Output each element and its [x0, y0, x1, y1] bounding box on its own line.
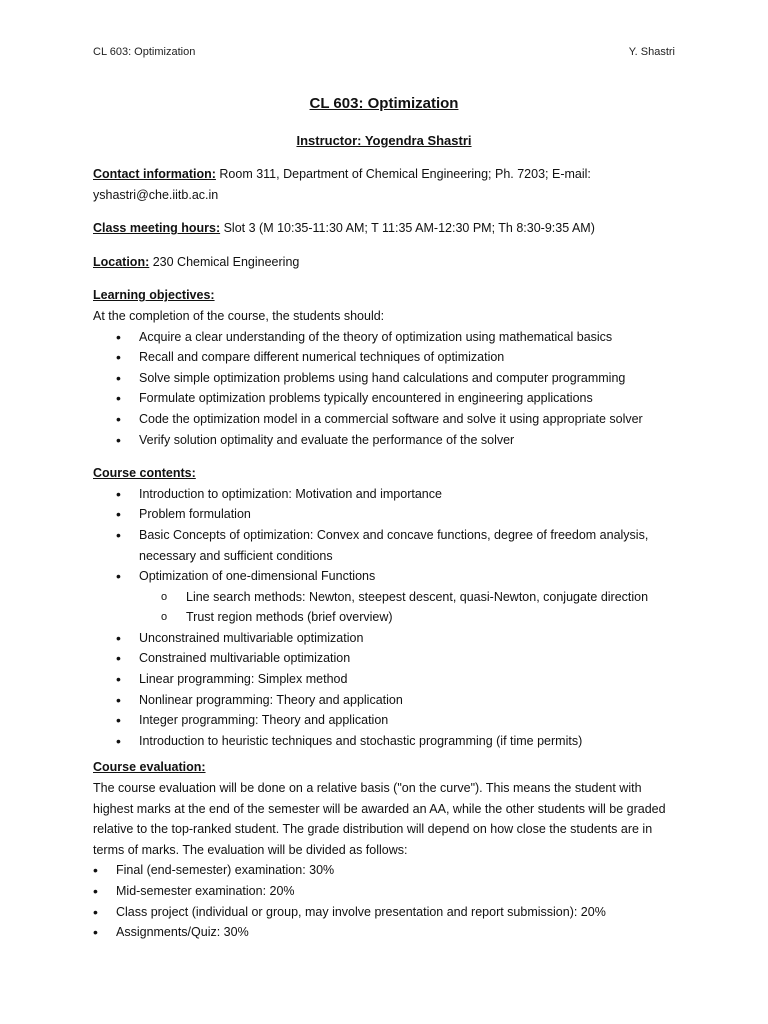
list-item: • Introduction to heuristic techniques and stochastic programming (if time permits) [93, 731, 683, 752]
contact-info [93, 164, 683, 205]
meeting-value: Slot 3 (M 10:35-11:30 AM; T 11:35 AM-12:30 PM; Th 8:30-9:35 AM) [220, 221, 595, 236]
list-item: • Problem formulation [93, 504, 683, 525]
contents-list [93, 484, 683, 587]
instructor-heading: Instructor: Yogendra Shastri [296, 133, 472, 148]
list-item: • Constrained multivariable optimization [93, 648, 683, 669]
sub-list-item: o Line search methods: Newton, steepest descent, quasi-Newton, conjugate direction [93, 587, 683, 608]
list-item: • Formulate optimization problems typically encountered in engineering applications [93, 388, 683, 409]
contents-sublist [93, 587, 683, 628]
contents-heading [93, 463, 683, 484]
list-item: • Code the optimization model in a commercial software and solve it using appropriate solver [93, 409, 683, 430]
list-item: • Linear programming: Simplex method [93, 669, 683, 690]
objectives-heading [93, 285, 683, 306]
location-info [93, 252, 683, 273]
contents-label: Course contents: [93, 466, 196, 481]
objectives-list [93, 327, 683, 451]
evaluation-text: The course evaluation will be done on a relative basis ("on the curve"). This means the student with highest marks at the end of the semester will be awarded an AA, while the other students will be graded relative to the top-ranked student. The grade distribution will depend on how close the students are in terms of marks. The evaluation will be divided as follows: [93, 781, 666, 857]
contact-value: Room 311, Department of Chemical Engineering; Ph. 7203; E-mail: yshastri@che.iitb.ac.in [93, 167, 591, 202]
document-title: CL 603: Optimization [309, 95, 459, 112]
location-value: 230 Chemical Engineering [149, 254, 300, 269]
list-item: • Assignments/Quiz: 30% [93, 922, 683, 943]
meeting-label: Class meeting hours: [93, 221, 221, 236]
objectives-intro: At the completion of the course, the students should: [93, 308, 385, 323]
running-header-author: Y. Shastri [628, 46, 675, 58]
location-label: Location: [93, 254, 150, 269]
list-item: • Mid-semester examination: 20% [93, 881, 683, 902]
list-item: • Acquire a clear understanding of the theory of optimization using mathematical basics [93, 327, 683, 348]
list-item: • Verify solution optimality and evaluate the performance of the solver [93, 430, 683, 451]
evaluation-heading [93, 757, 683, 778]
list-item: • Unconstrained multivariable optimization [93, 628, 683, 649]
evaluation-list [93, 860, 683, 942]
contents-list-continued [93, 628, 683, 752]
list-item: • Basic Concepts of optimization: Convex and concave functions, degree of freedom analysis, necessary and sufficient conditions [93, 525, 683, 566]
running-header-course: CL 603: Optimization [93, 46, 196, 58]
list-item: • Nonlinear programming: Theory and application [93, 690, 683, 711]
list-item: • Integer programming: Theory and application [93, 710, 683, 731]
sub-list-item: o Trust region methods (brief overview) [93, 607, 683, 628]
list-item: • Final (end-semester) examination: 30% [93, 860, 683, 881]
list-item: • Introduction to optimization: Motivation and importance [93, 484, 683, 505]
list-item: • Optimization of one-dimensional Functions [93, 566, 683, 587]
document-body [93, 164, 683, 943]
list-item: • Recall and compare different numerical techniques of optimization [93, 347, 683, 368]
meeting-hours [93, 218, 683, 239]
contact-label: Contact information: [93, 167, 216, 181]
objectives-label: Learning objectives: [93, 288, 215, 303]
list-item: • Class project (individual or group, may involve presentation and report submission): 20% [93, 902, 683, 923]
list-item: • Solve simple optimization problems using hand calculations and computer programming [93, 368, 683, 389]
evaluation-label: Course evaluation: [93, 760, 206, 775]
